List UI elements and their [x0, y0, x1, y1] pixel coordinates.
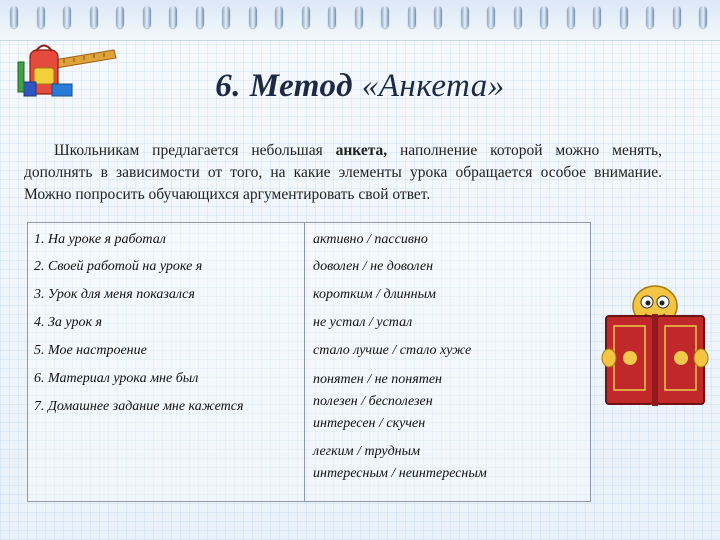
- answers-list-item: интересен / скучен: [313, 416, 426, 431]
- spiral-ring-icon: [699, 6, 707, 28]
- spiral-ring-icon: [90, 6, 98, 28]
- spiral-ring-icon: [63, 6, 71, 28]
- answer-5: стало лучше / стало хуже: [313, 343, 472, 358]
- spiral-ring-icon: [249, 6, 257, 28]
- spiral-ring-icon: [10, 6, 18, 28]
- spiral-ring-icon: [673, 6, 681, 28]
- question-1: 1. На уроке я работал: [34, 232, 166, 247]
- reading-character-icon: [600, 280, 710, 415]
- answer-2: доволен / не доволен: [313, 259, 434, 274]
- answers-list-item: понятен / не понятен: [313, 372, 442, 387]
- question-2: 2. Своей работой на уроке я: [34, 259, 203, 274]
- answer-4: не устал / устал: [313, 315, 413, 330]
- spiral-ring-icon: [567, 6, 575, 28]
- intro-keyword: анкета,: [335, 142, 388, 159]
- spiral-ring-icon: [37, 6, 45, 28]
- answers-list: [313, 369, 487, 485]
- questionnaire-table: [27, 222, 591, 502]
- spiral-ring-icon: [328, 6, 336, 28]
- answers-list-item: полезен / бесполезен: [313, 394, 433, 409]
- answer-1: активно / пассивно: [313, 232, 428, 247]
- spiral-ring-icon: [275, 6, 283, 28]
- question-5: 5. Мое настроение: [34, 343, 147, 358]
- spiral-ring-icon: [116, 6, 124, 28]
- spiral-ring-icon: [408, 6, 416, 28]
- spiral-ring-icon: [355, 6, 363, 28]
- intro-paragraph: [24, 140, 662, 206]
- answer-3: коротким / длинным: [313, 287, 436, 302]
- answers-list-item: интересным / неинтересным: [313, 466, 487, 481]
- question-3: 3. Урок для меня показался: [34, 287, 195, 302]
- question-7: 7. Домашнее задание мне кажется: [34, 399, 244, 414]
- spiral-ring-icon: [620, 6, 628, 28]
- question-4: 4. За урок я: [34, 315, 103, 330]
- spiral-ring-icon: [222, 6, 230, 28]
- spiral-binding: [0, 0, 720, 41]
- spiral-ring-icon: [461, 6, 469, 28]
- spiral-ring-icon: [540, 6, 548, 28]
- spiral-ring-icon: [169, 6, 177, 28]
- spiral-ring-icon: [434, 6, 442, 28]
- spiral-ring-icon: [302, 6, 310, 28]
- spiral-ring-icon: [381, 6, 389, 28]
- answers-list-item: легким / трудным: [313, 444, 421, 459]
- spiral-ring-icon: [487, 6, 495, 28]
- spiral-ring-icon: [593, 6, 601, 28]
- spiral-ring-icon: [196, 6, 204, 28]
- title-number: 6. Метод: [215, 68, 353, 104]
- spiral-ring-icon: [514, 6, 522, 28]
- table-divider: [304, 223, 305, 501]
- title-name: «Анкета»: [361, 68, 505, 104]
- intro-text-start: Школьникам предлагается небольшая: [54, 142, 323, 159]
- page-title: [0, 68, 720, 105]
- spiral-ring-icon: [646, 6, 654, 28]
- spiral-ring-icon: [143, 6, 151, 28]
- intro-text-end: наполнение которой можно менять, дополнять в зависимости от того, на какие элементы урока обращается особое внимание. Можно попросить обучающихся аргументировать свой ответ.: [24, 142, 662, 203]
- question-6: 6. Материал урока мне был: [34, 371, 199, 386]
